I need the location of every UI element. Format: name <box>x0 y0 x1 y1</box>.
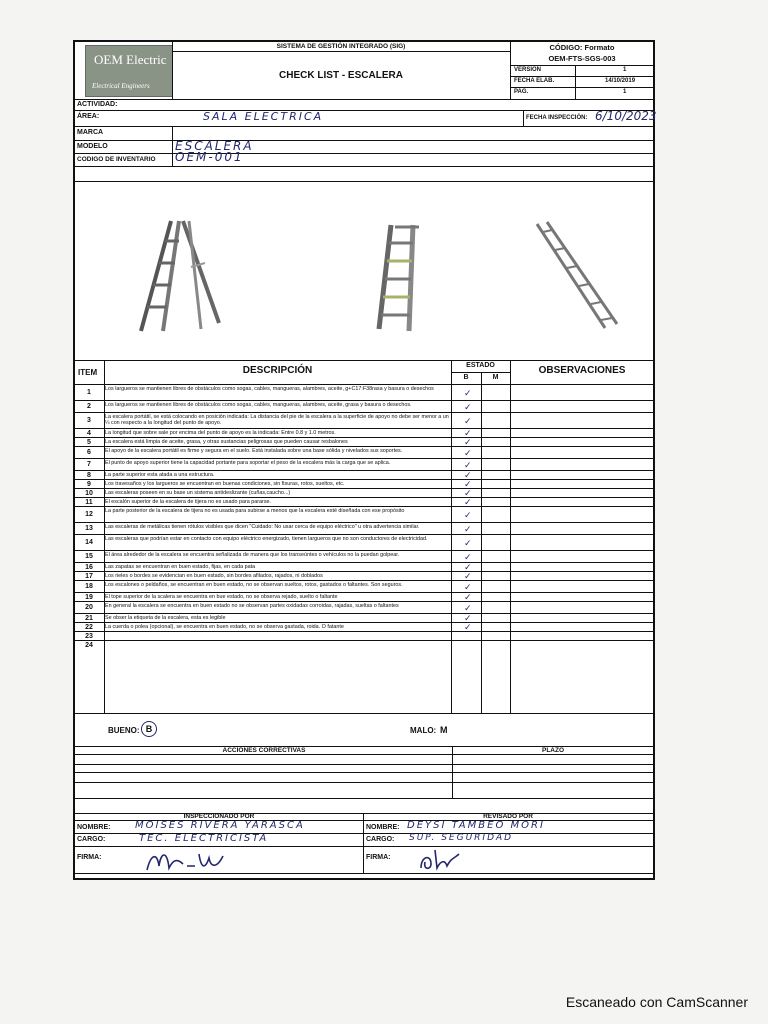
item-description: En general la escalera se encuentra en buen estado no se observan partes oxidadas corroidas, rajadas, sueltas o faltantes <box>105 603 399 609</box>
reviewer-name: DEYSI TAMBEO MORI <box>407 820 545 831</box>
table-row <box>75 428 653 437</box>
estado-header: ESTADO <box>466 362 495 369</box>
status-b-check: ✓ <box>464 479 472 489</box>
version-label: VERSIÓN <box>514 67 542 73</box>
item-number: 13 <box>85 525 93 532</box>
item-description: Los escalones o peldaños, se encuentran en buen estado, no se observan sueltos, rotos, gastados o faltantes. Son seguros. <box>105 582 403 588</box>
codigo-label: CODIGO DE INVENTARIO <box>77 156 156 163</box>
company-logo: OEM Electric Electrical Engineers <box>85 45 173 97</box>
item-number: 19 <box>85 593 93 601</box>
date-label: FECHA ELAB. <box>514 78 555 84</box>
item-number: 1 <box>87 389 91 396</box>
status-b-check: ✓ <box>464 592 472 602</box>
item-number: 8 <box>87 471 91 479</box>
observaciones-header: OBSERVACIONES <box>538 365 626 376</box>
item-number: 16 <box>85 563 93 571</box>
acciones-label: ACCIONES CORRECTIVAS <box>222 747 306 754</box>
table-row <box>75 592 653 601</box>
modelo-value: ESCALERA <box>175 139 254 153</box>
inspector-cargo-label: CARGO: <box>77 836 106 843</box>
bueno-label: BUENO: <box>108 726 140 735</box>
status-b-check: ✓ <box>464 622 472 632</box>
version-value: 1 <box>623 67 627 73</box>
fecha-value: 6/10/2023 <box>595 109 657 123</box>
item-number: 20 <box>85 604 93 611</box>
table-row <box>75 550 653 562</box>
item-description: Los largueros se mantienen libres de obstáculos como sogas, cables, mangueras, alambres, aceite, g+C17:F38rasa y basura o desechos <box>105 386 434 392</box>
status-b-check: ✓ <box>464 488 472 498</box>
table-row <box>75 412 653 428</box>
item-description: Las escaleras que podrían estar en contacto con equipo eléctrico energizado, tienen largueros que no son conductores de electricidad. <box>105 536 428 542</box>
item-description <box>105 642 451 650</box>
item-description: La parte posterior de la escalera de tijera no es usada para subirse a menos que la escalera esté diseñada con ese propósito <box>105 508 405 514</box>
item-number: 2 <box>87 403 91 410</box>
item-header: ITEM <box>78 368 98 377</box>
item-number: 23 <box>85 632 93 640</box>
reviewer-nombre-label: NOMBRE: <box>366 824 400 831</box>
item-description: Los travesaños y los largueros se encuentran en buenas condiciones, sin fisuras, rotos, sueltos, etc. <box>105 481 345 487</box>
reviewer-role: SUP. SEGURIDAD <box>409 833 514 843</box>
item-number: 6 <box>87 449 91 456</box>
item-description: Las escaleras de metálicas tienen rótulos visibles que dicen "Cuidado: No usar cerca de equipo eléctrico" u otra advertencia similar. <box>105 524 420 530</box>
item-number: 3 <box>87 417 91 424</box>
item-description: El apoyo de la escalera portátil es firme y segura en el suelo. Está instalada sobre una base sólida y nivelados sus soportes. <box>105 448 403 454</box>
straight-ladder-illustration <box>533 220 623 332</box>
item-description: La escalera portátil, se está colocando en posición indicada: La distancia del pie de la escalera a la superficie de apoyo no debe ser menor a un ¼ con respecto a la longitud del punto de apoyo. <box>105 414 449 427</box>
code-label: CÓDIGO: Formato <box>549 43 615 52</box>
reviewer-signature <box>415 846 475 874</box>
inspector-nombre-label: NOMBRE: <box>77 824 111 831</box>
reviewed-label: REVISADO POR <box>483 813 533 820</box>
table-row <box>75 437 653 446</box>
item-description: Los rieles o bordes se evidencian en buen estado, sin bordes afilados, rajados, ni doblados <box>105 573 323 579</box>
table-row <box>75 613 653 622</box>
m-header: M <box>492 374 499 381</box>
status-b-check: ✓ <box>464 571 472 581</box>
table-row <box>75 470 653 479</box>
status-b-check: ✓ <box>464 581 472 592</box>
item-number: 17 <box>85 572 93 580</box>
item-number: 12 <box>85 511 93 518</box>
inspected-label: INSPECCIONADO POR <box>183 813 255 820</box>
table-row <box>75 622 653 631</box>
table-row <box>75 534 653 550</box>
table-row <box>75 400 653 412</box>
status-b-check: ✓ <box>464 551 472 562</box>
item-number: 24 <box>85 641 93 649</box>
status-b-check: ✓ <box>464 387 472 398</box>
table-row <box>75 497 653 506</box>
item-number: 14 <box>85 539 93 546</box>
checklist-sheet <box>73 40 655 880</box>
item-number: 4 <box>87 429 91 437</box>
area-value: SALA ELECTRICA <box>203 110 324 123</box>
item-number: 10 <box>85 489 93 497</box>
description-header: DESCRIPCIÓN <box>242 365 313 376</box>
item-description: La longitud que sobre sale por encima del punto de apoyo es la indicada: Entre 0.8 y 1.0 metros. <box>105 430 336 436</box>
item-description: El tope superior de la scalera se encuentra en bue estado, no se observa rejado, suelto o faltante <box>105 594 338 600</box>
item-description: La cuerda o polea (opcional), se encuentra en buen estado, no se observa gastada, roida. O fatante <box>105 624 344 630</box>
item-description: El escalón superior de la escalera de tijera no es usado para pararse. <box>105 499 272 505</box>
reviewer-firma-label: FIRMA: <box>366 854 391 861</box>
status-b-check: ✓ <box>464 537 472 548</box>
status-b-check: ✓ <box>464 401 472 412</box>
status-b-check: ✓ <box>464 602 472 613</box>
item-number: 11 <box>85 498 93 506</box>
status-b-check: ✓ <box>464 437 472 447</box>
status-b-check: ✓ <box>464 562 472 572</box>
table-row <box>75 458 653 470</box>
modelo-label: MODELO <box>77 143 108 150</box>
reviewer-cargo-label: CARGO: <box>366 836 395 843</box>
inspector-name: MOISES RIVERA YARASCA <box>135 820 305 831</box>
marca-label: MARCA <box>77 129 104 136</box>
table-row <box>75 488 653 497</box>
item-description: Se obser la etiqueta de la escalera, esta es legible <box>105 615 226 621</box>
step-ladder-illustration <box>133 217 229 335</box>
table-row <box>75 640 653 649</box>
table-row <box>75 446 653 458</box>
item-description: Las escaleras poseen en su base un sistema antideslizante (cuñas,caucho...) <box>105 490 291 496</box>
status-b-check: ✓ <box>464 415 472 426</box>
item-description: Las zapatas se encuentran en buen estado, fijas, en cada pata <box>105 564 256 570</box>
malo-value: M <box>440 725 448 735</box>
bueno-value: B <box>141 721 157 737</box>
scanner-watermark: Escaneado con CamScanner <box>565 994 748 1010</box>
item-number: 9 <box>87 480 91 488</box>
date-value: 14/10/2019 <box>605 78 636 84</box>
malo-label: MALO: <box>410 726 437 735</box>
inspector-signature <box>143 846 233 876</box>
status-b-check: ✓ <box>464 523 472 534</box>
item-description: La escalera está limpia de aceite, grasa, y otras sustancias peligrosas que pueden causar resbalones <box>105 439 348 445</box>
form-title: CHECK LIST - ESCALERA <box>279 70 403 81</box>
table-row <box>75 571 653 580</box>
status-b-check: ✓ <box>464 509 472 520</box>
status-b-check: ✓ <box>464 459 472 470</box>
item-description: Los largueros se mantienen libres de obstáculos como sogas, cables, mangueras, alambres, aceite, grasa y basura o desechos. <box>105 402 412 408</box>
item-number: 18 <box>85 583 93 590</box>
page-label: PAG. <box>514 89 529 95</box>
inspector-role: TEC. ELECTRICISTA <box>139 833 269 844</box>
fecha-label: FECHA INSPECCIÓN: <box>526 115 588 121</box>
actividad-label: ACTIVIDAD: <box>77 101 118 108</box>
status-b-check: ✓ <box>464 428 472 438</box>
table-row <box>75 601 653 613</box>
item-description: La parte superior esta atada a una estructura. <box>105 472 215 478</box>
inspector-firma-label: FIRMA: <box>77 854 102 861</box>
status-b-check: ✓ <box>464 613 472 623</box>
item-number: 15 <box>85 553 93 560</box>
extension-ladder-illustration <box>365 219 439 337</box>
item-number: 22 <box>85 623 93 631</box>
table-row <box>75 522 653 534</box>
item-description: El área alrededor de la escalera se encuentra señalizada de manera que los transeúntes o vehículos no la puedan golpear. <box>105 552 400 558</box>
status-b-check: ✓ <box>464 447 472 458</box>
code-value: OEM-FTS-SGS-003 <box>548 54 616 63</box>
status-b-check: ✓ <box>464 470 472 480</box>
item-number: 5 <box>87 438 91 446</box>
b-header: B <box>463 374 469 381</box>
codigo-value: OEM-001 <box>175 150 244 164</box>
table-row <box>75 562 653 571</box>
item-description: El punto de apoyo superior tiene la capacidad portante para soportar el peso de la escalera más la carga que se aplica. <box>105 460 391 466</box>
item-number: 21 <box>85 614 93 622</box>
status-b-check: ✓ <box>464 497 472 507</box>
page-value: 1 <box>623 89 627 95</box>
table-row <box>75 479 653 488</box>
area-label: ÁREA: <box>77 113 100 120</box>
table-row <box>75 384 653 400</box>
table-row <box>75 506 653 522</box>
plazo-label: PLAZO <box>541 747 565 754</box>
table-row <box>75 631 653 640</box>
system-name: SISTEMA DE GESTIÓN INTEGRADO (SIG) <box>276 43 406 50</box>
table-row <box>75 580 653 592</box>
item-number: 7 <box>87 461 91 468</box>
